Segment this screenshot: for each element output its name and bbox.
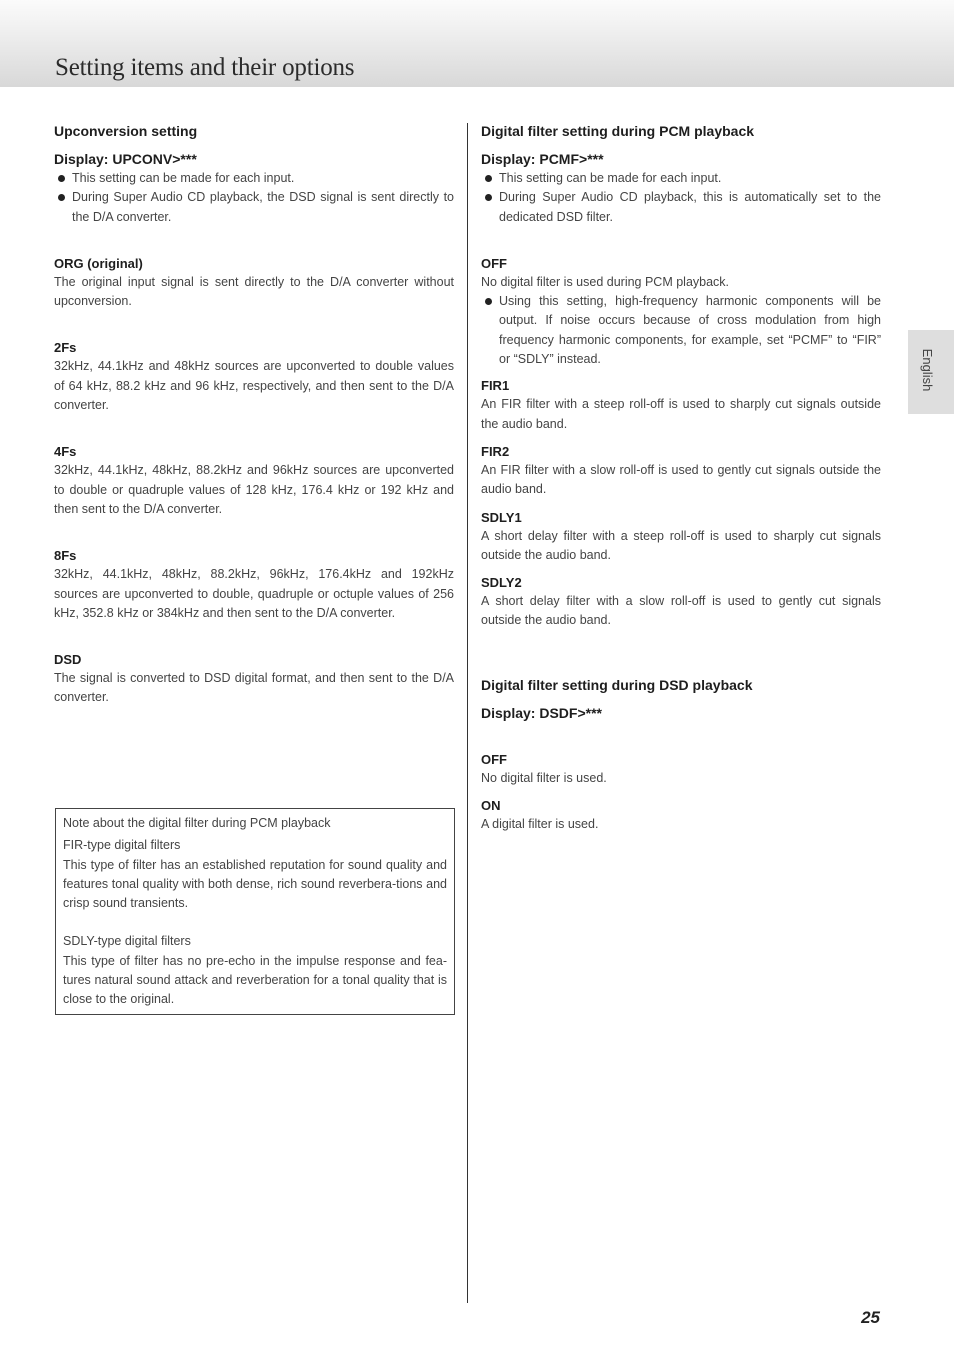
bullet-icon: [58, 194, 65, 201]
list-item: During Super Audio CD playback, the DSD signal is sent directly to the D/A converter.: [54, 188, 454, 227]
option-name: SDLY2: [481, 575, 522, 591]
option-desc: 32kHz, 44.1kHz and 48kHz sources are upconverted to double values of 64 kHz, 88.2 kHz and 96 kHz, respectively, and then sent to the D/A converter.: [54, 359, 454, 413]
option-off: [481, 255, 881, 369]
upconversion-section: [54, 120, 454, 708]
header-bar: [0, 0, 954, 87]
column-divider: [467, 123, 468, 1303]
option-dsd-off: [481, 751, 881, 788]
option-desc: 32kHz, 44.1kHz, 48kHz, 88.2kHz and 96kHz sources are upconverted to double or quadruple values of 128 kHz, 176.4 kHz or 192 kHz and then sent to the D/A converter.: [54, 463, 454, 516]
option-name: FIR1: [481, 378, 510, 394]
option-name: SDLY1: [481, 509, 522, 525]
option-dsd-on: [481, 797, 881, 834]
list-item: This setting can be made for each input.: [54, 169, 454, 188]
option-desc: An FIR filter with a slow roll-off is used to gently cut signals outside the audio band.: [481, 462, 881, 497]
bullet-list: [481, 169, 881, 227]
option-name: FIR2: [481, 443, 510, 459]
section-title: Digital filter setting during PCM playback: [481, 123, 755, 139]
option-desc: A digital filter is used.: [481, 817, 599, 832]
option-desc: The original input signal is sent directly to the D/A converter without upconversion.: [54, 274, 454, 309]
page-number: 25: [861, 1308, 880, 1327]
option-name: OFF: [481, 255, 507, 271]
note-sdly-text: This type of filter has no pre-echo in the impulse response and fea-tures natural sound attack and reverberation for a tonal quality that is close to the original.: [63, 953, 447, 1007]
note-sdly-title: SDLY-type digital filters: [63, 934, 191, 949]
option-fir2: [481, 443, 881, 500]
section-title: Digital filter setting during DSD playback: [481, 676, 753, 693]
option-name: 4Fs: [54, 444, 77, 460]
option-name: 8Fs: [54, 548, 77, 564]
option-8fs: [54, 547, 454, 623]
bullet-icon: [485, 175, 492, 182]
bullet-list: [481, 292, 881, 369]
page-title: Setting items and their options: [55, 54, 355, 81]
bullet-icon: [485, 298, 492, 305]
option-desc: 32kHz, 44.1kHz, 48kHz, 88.2kHz, 96kHz, 176.4kHz and 192kHz sources are upconverted to double, quadruple or octuple values of 256 kHz, 352.8 kHz or 384kHz and then sent to the D/A converter.: [54, 567, 454, 620]
bullet-icon: [58, 175, 65, 182]
option-name: OFF: [481, 751, 507, 767]
list-item: Using this setting, high-frequency harmonic components will be output. If noise occurs because of cross modulation from high frequency harmonic components, for example, set “PCMF” to “FIR” or “SDLY” instead.: [481, 292, 881, 369]
option-name: ORG (original): [54, 255, 143, 271]
option-desc: A short delay filter with a steep roll-off is used to sharply cut signals outside the audio band.: [481, 528, 881, 562]
option-sdly2: [481, 574, 881, 631]
option-org: [54, 255, 454, 312]
list-item: This setting can be made for each input.: [481, 169, 881, 188]
note-fir-title: FIR-type digital filters: [63, 838, 181, 853]
option-name: DSD: [54, 652, 82, 668]
option-desc: No digital filter is used.: [481, 770, 607, 785]
list-item: During Super Audio CD playback, this is automatically set to the dedicated DSD filter.: [481, 188, 881, 227]
option-fir1: [481, 377, 881, 434]
display-code: Display: DSDF>***: [481, 704, 602, 721]
note-heading: Note about the digital filter during PCM playback: [63, 816, 331, 830]
bullet-list: [54, 169, 454, 227]
option-sdly1: [481, 509, 881, 566]
option-desc: The signal is converted to DSD digital format, and then sent to the D/A converter.: [54, 671, 454, 705]
dsd-filter-section: [481, 675, 881, 835]
option-desc: An FIR filter with a steep roll-off is used to sharply cut signals outside the audio band.: [481, 397, 881, 431]
display-code: Display: PCMF>***: [481, 151, 604, 167]
bullet-icon: [485, 194, 492, 201]
option-desc: No digital filter is used during PCM playback.: [481, 274, 730, 289]
option-2fs: [54, 339, 454, 415]
option-name: 2Fs: [54, 340, 77, 356]
note-fir-text: This type of filter has an established reputation for sound quality and features tonal quality with both dense, rich sound reverbera-tions and crisp sound transients.: [63, 857, 447, 911]
option-desc: A short delay filter with a slow roll-off is used to gently cut signals outside the audio band.: [481, 594, 881, 628]
display-code: Display: UPCONV>***: [54, 151, 197, 167]
pcm-filter-section: [481, 120, 881, 834]
section-title: Upconversion setting: [54, 123, 198, 139]
note-box: [55, 808, 455, 1015]
language-tab-label: English: [920, 348, 935, 392]
option-4fs: [54, 443, 454, 519]
option-dsd: [54, 651, 454, 708]
option-name: ON: [481, 798, 501, 814]
